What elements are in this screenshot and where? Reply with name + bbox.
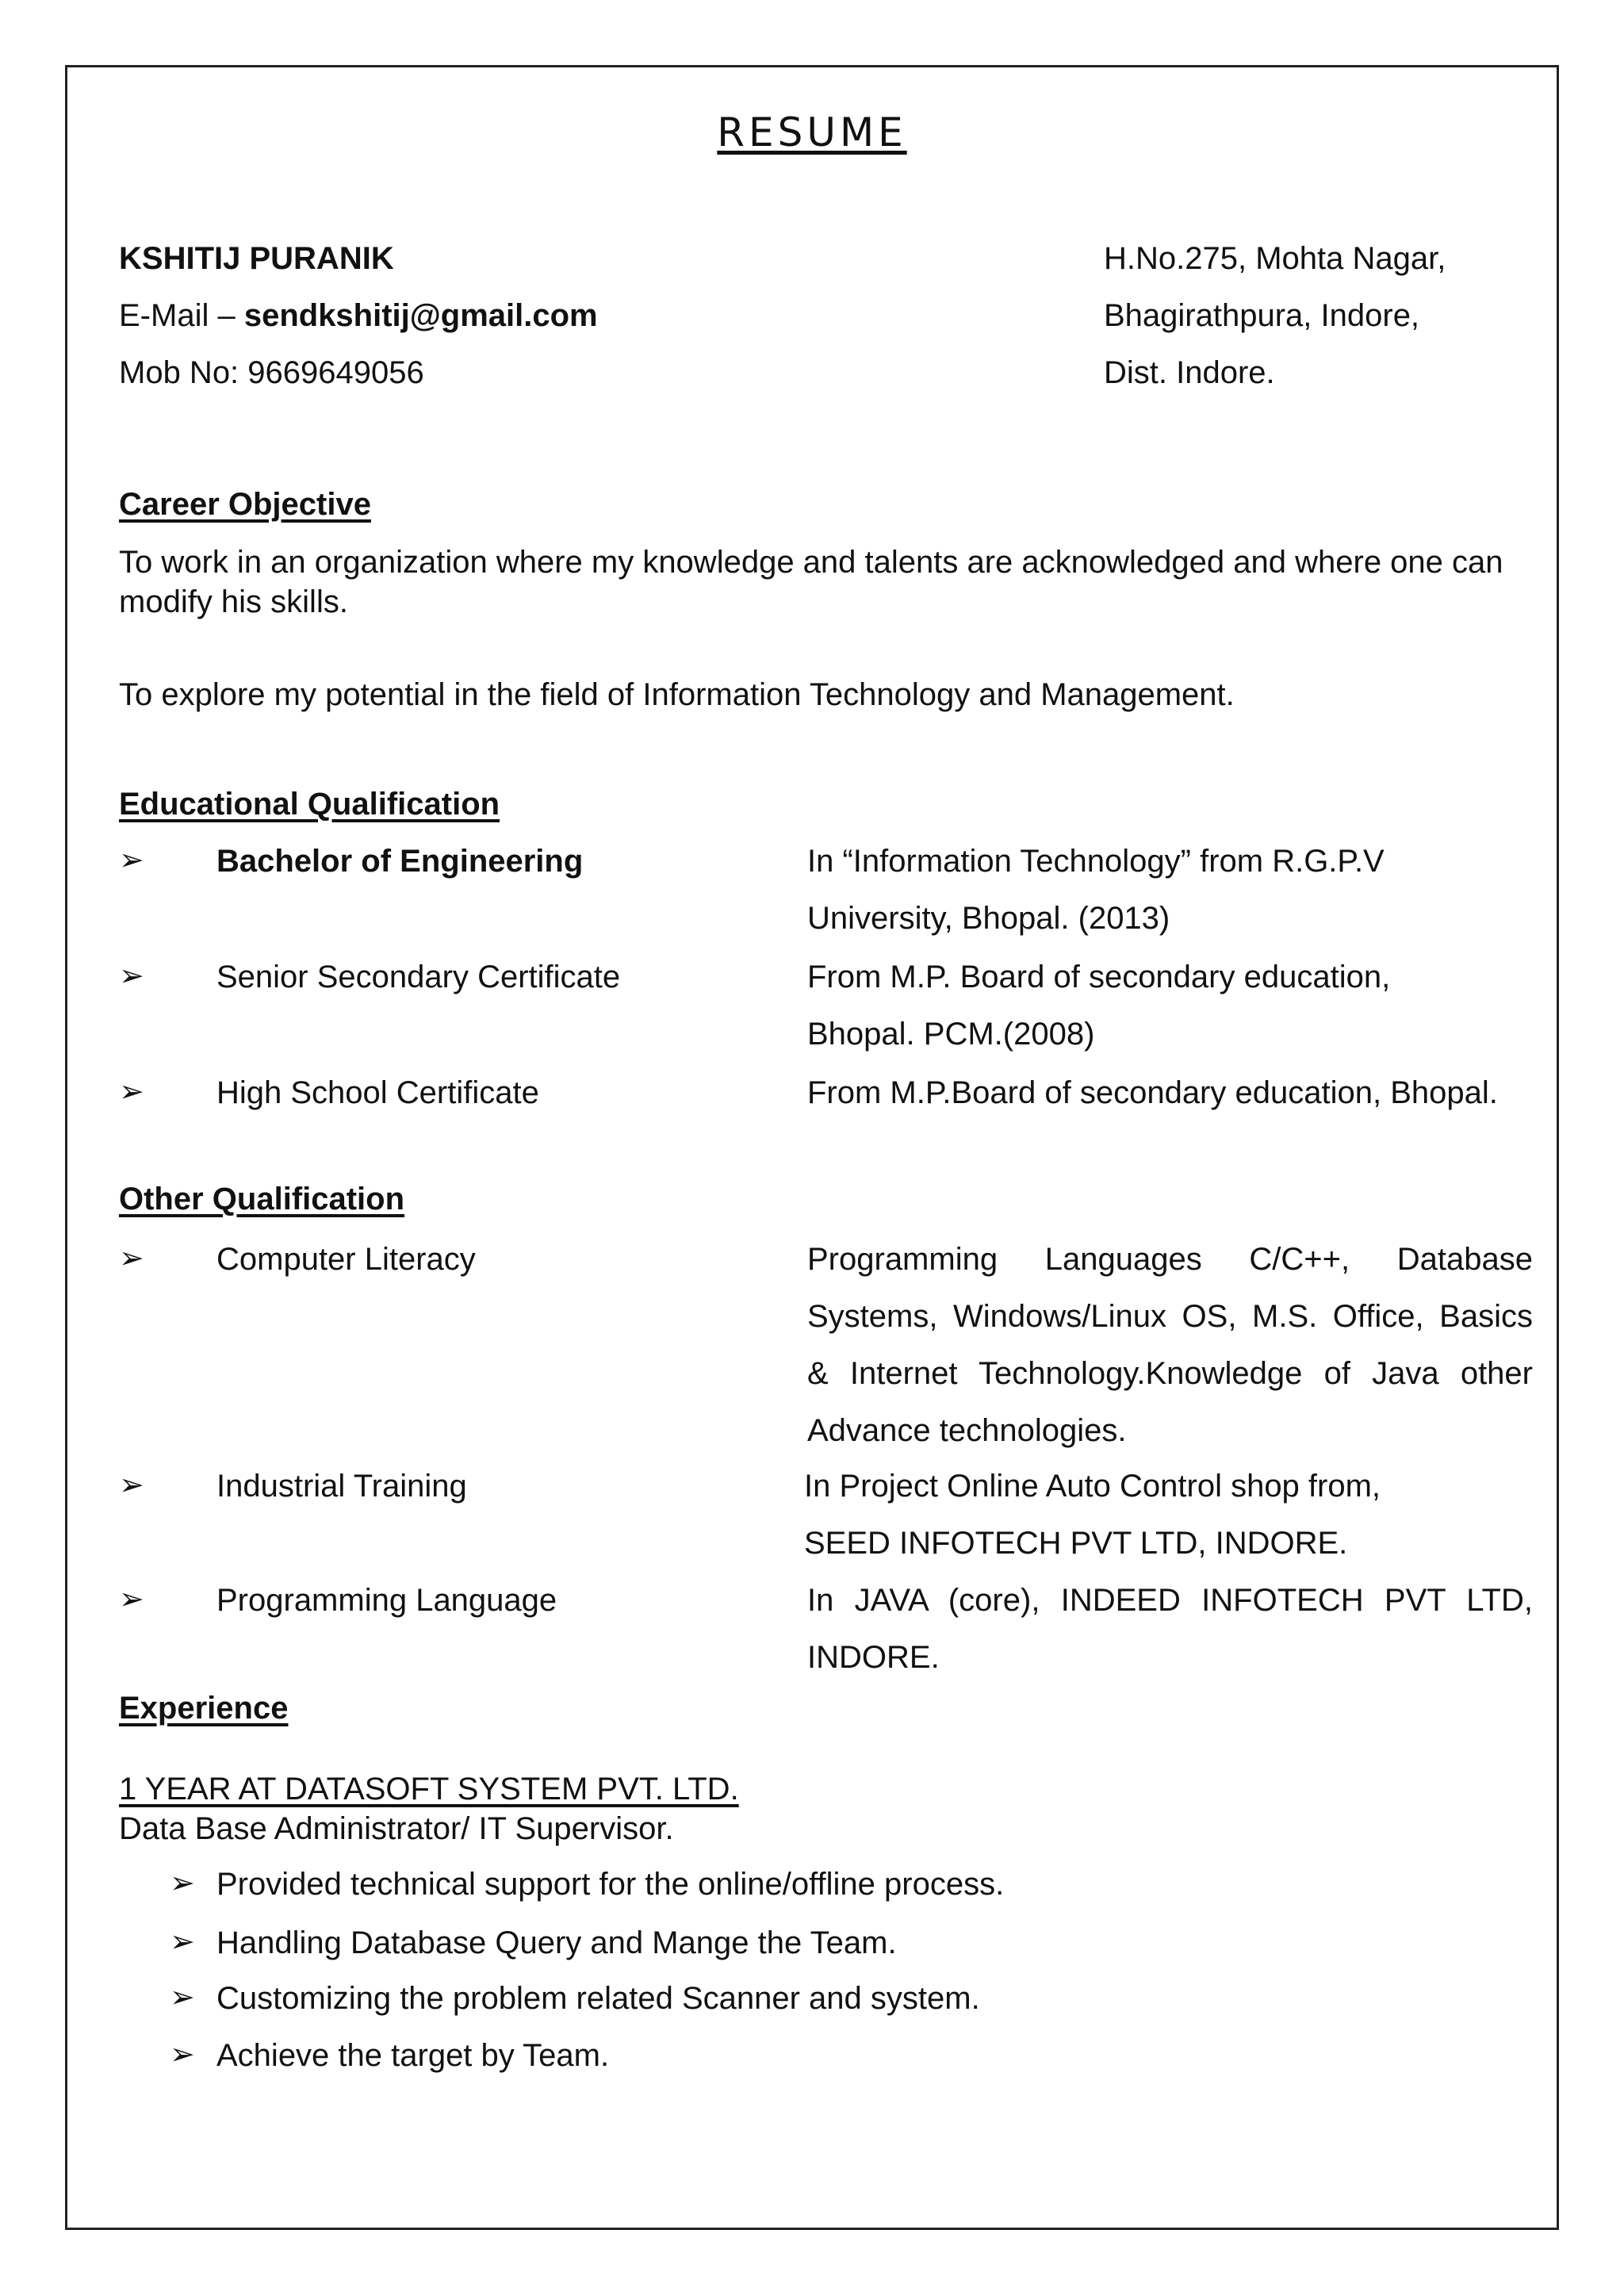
address-line-3: Dist. Indore. <box>1104 355 1275 390</box>
detail-line: In “Information Technology” from R.G.P.V <box>807 844 1385 879</box>
education-label-ssc: Senior Secondary Certificate <box>216 960 621 994</box>
detail-line: In Project Online Auto Control shop from, <box>804 1469 1381 1504</box>
email-line <box>119 297 598 335</box>
bullet-arrow-icon: ➢ <box>119 842 144 877</box>
bullet-arrow-icon: ➢ <box>170 1979 195 2014</box>
email-prefix: E-Mail – <box>119 298 236 333</box>
detail-line: From M.P. Board of secondary education, <box>807 960 1391 994</box>
detail-line: SEED INFOTECH PVT LTD, INDORE. <box>804 1526 1348 1561</box>
other-label-industrial-training: Industrial Training <box>216 1469 467 1504</box>
bullet-arrow-icon: ➢ <box>170 1865 195 1900</box>
mobile-number: Mob No: 9669649056 <box>119 355 424 390</box>
education-label-hsc: High School Certificate <box>216 1075 539 1110</box>
other-detail-programming-language <box>807 1572 1533 1686</box>
other-label-programming-language: Programming Language <box>216 1583 557 1618</box>
email-address: sendkshitij@gmail.com <box>243 298 598 333</box>
career-objective-heading: Career Objective <box>119 487 371 522</box>
detail-line: INDORE. <box>807 1640 940 1675</box>
detail-line: In JAVA (core), INDEED INFOTECH PVT LTD, <box>807 1583 1533 1618</box>
detail-line: Advance technologies. <box>807 1413 1127 1448</box>
bullet-arrow-icon: ➢ <box>170 2036 195 2071</box>
career-objective-text-2: To explore my potential in the field of Information Technology and Management. <box>119 677 1235 712</box>
education-label-be: Bachelor of Engineering <box>216 844 584 879</box>
other-detail-industrial-training <box>804 1458 1530 1572</box>
education-detail-be <box>807 833 1533 947</box>
experience-company: 1 YEAR AT DATASOFT SYSTEM PVT. LTD. <box>119 1772 739 1806</box>
bullet-arrow-icon: ➢ <box>119 958 144 993</box>
detail-line: Bhopal. PCM.(2008) <box>807 1017 1095 1052</box>
candidate-name: KSHITIJ PURANIK <box>119 241 394 276</box>
bullet-arrow-icon: ➢ <box>119 1074 144 1109</box>
experience-heading: Experience <box>119 1691 289 1726</box>
detail-line: Programming Languages C/C++, Database <box>807 1242 1533 1277</box>
document-title: RESUME <box>717 109 907 155</box>
experience-duty-3: Customizing the problem related Scanner and system. <box>216 1981 980 2016</box>
address-line-2: Bhagirathpura, Indore, <box>1104 298 1420 333</box>
experience-duty-4: Achieve the target by Team. <box>216 2038 610 2073</box>
bullet-arrow-icon: ➢ <box>119 1581 144 1616</box>
bullet-arrow-icon: ➢ <box>170 1924 195 1959</box>
detail-line: University, Bhopal. (2013) <box>807 901 1170 936</box>
address-line-1: H.No.275, Mohta Nagar, <box>1104 241 1446 276</box>
other-label-computer-literacy: Computer Literacy <box>216 1242 476 1277</box>
experience-duty-1: Provided technical support for the online/offline process. <box>216 1867 1005 1902</box>
other-detail-computer-literacy <box>807 1231 1533 1459</box>
education-detail-ssc <box>807 948 1533 1063</box>
detail-line: Systems, Windows/Linux OS, M.S. Office, Basics <box>807 1299 1533 1334</box>
education-detail-hsc: From M.P.Board of secondary education, Bhopal. <box>807 1075 1498 1110</box>
other-qualification-heading: Other Qualification <box>119 1182 405 1216</box>
experience-role: Data Base Administrator/ IT Supervisor. <box>119 1811 674 1846</box>
education-heading: Educational Qualification <box>119 787 500 822</box>
detail-line: & Internet Technology.Knowledge of Java other <box>807 1356 1533 1391</box>
experience-duty-2: Handling Database Query and Mange the Team. <box>216 1925 897 1960</box>
career-objective-text-1: To work in an organization where my knowledge and talents are acknowledged and where one can modify his skills. <box>119 545 1503 619</box>
bullet-arrow-icon: ➢ <box>119 1467 144 1502</box>
bullet-arrow-icon: ➢ <box>119 1240 144 1275</box>
